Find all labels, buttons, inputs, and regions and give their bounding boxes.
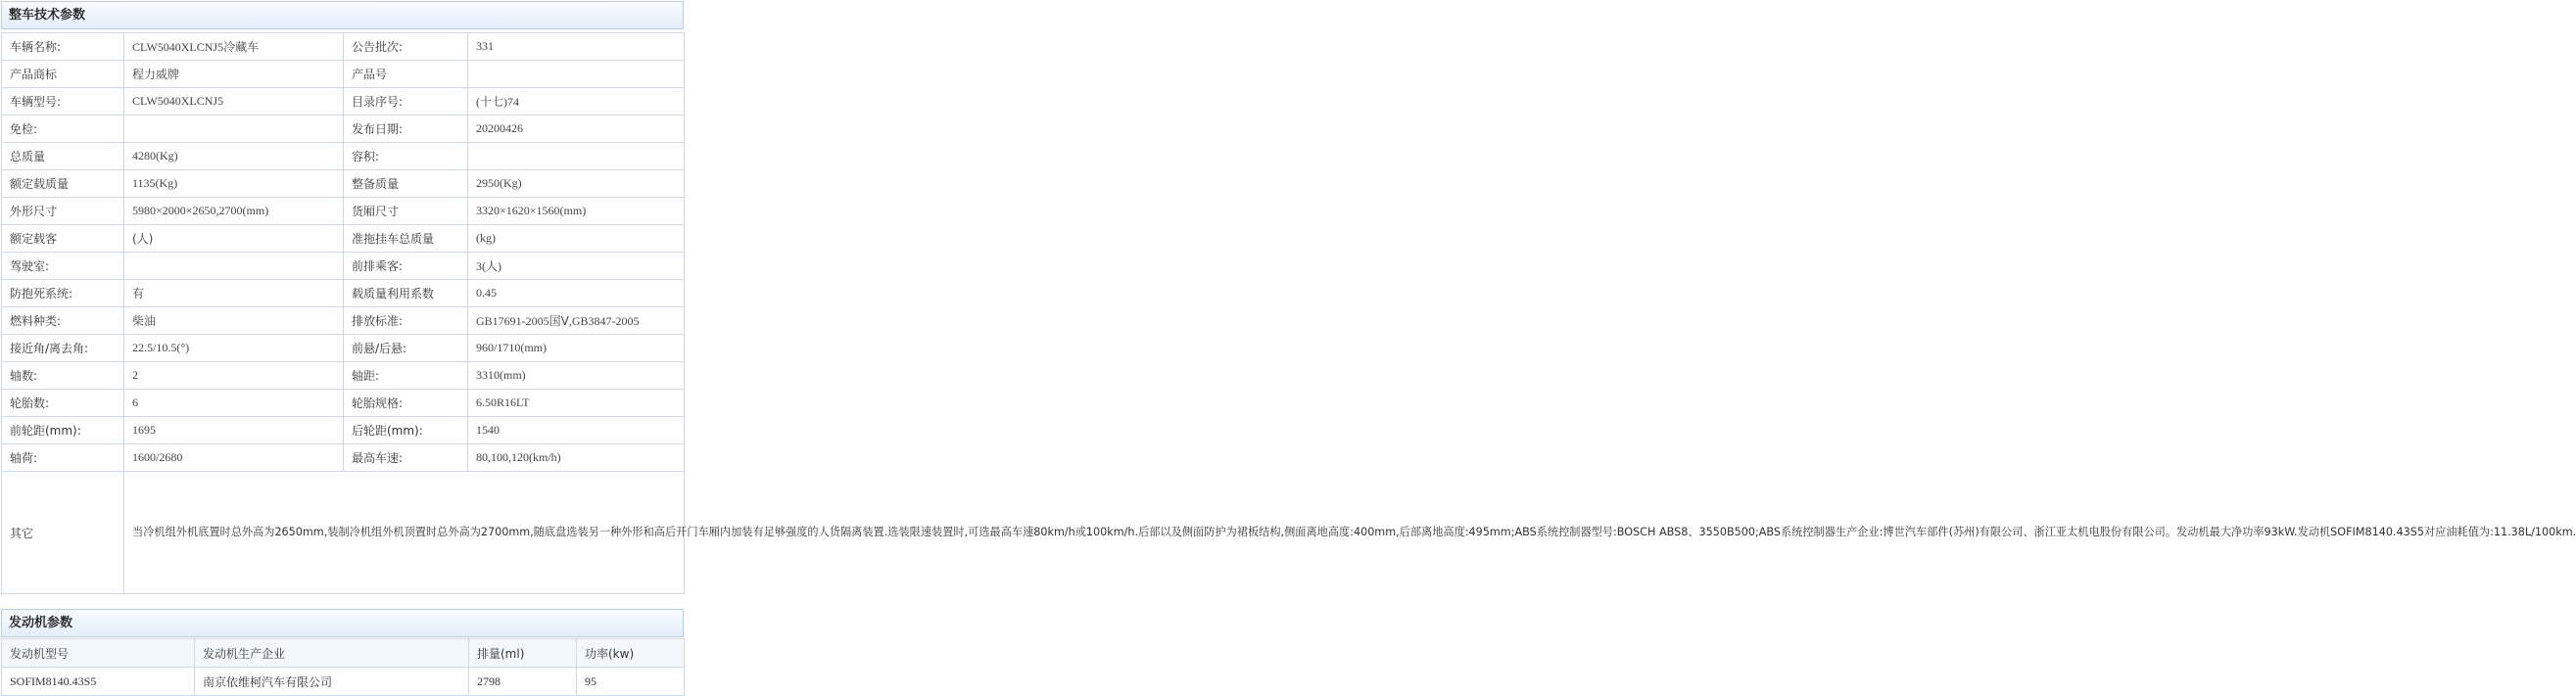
param-value (124, 116, 344, 143)
param-label: 准拖挂车总质量 (344, 225, 468, 253)
param-value: 331 (468, 33, 685, 61)
param-value: 3(人) (468, 253, 685, 280)
param-value: CLW5040XLCNJ5冷藏车 (124, 33, 344, 61)
param-value (468, 61, 685, 88)
other-description: 当冷机组外机底置时总外高为2650mm,装制冷机组外机顶置时总外高为2700mm,随底盘选装另一种外形和高后开门车厢内加装有足够强度的人货隔离装置.选装限速装置时,可选最高车速80km/h或100km/h.后部以及侧面防护为裙板结构,侧面离地高度:400mm,后部离地高度:495mm;ABS系统控制器型号:BOSCH ABS8、3550B500;ABS系统控制器生产企业:博世汽车部件(苏州)有限公司、浙江亚太机电股份有限公司。发动机最大净功率93kW.发动机SOFIM8140.43S5对应油耗值为:11.38L/100km. (124, 472, 685, 594)
param-label: 公告批次: (344, 33, 468, 61)
vehicle-params-table (1, 32, 2576, 594)
param-label: 免检: (2, 116, 124, 143)
param-row (2, 335, 685, 362)
param-value (468, 143, 685, 170)
param-value: (kg) (468, 225, 685, 253)
engine-power-header: 功率(kw) (577, 639, 685, 668)
param-row (2, 362, 685, 390)
param-value: 1540 (468, 417, 685, 444)
param-label: 最高车速: (344, 444, 468, 472)
other-label: 其它 (2, 472, 124, 594)
engine-maker-header: 发动机生产企业 (195, 639, 469, 668)
param-label: 容积: (344, 143, 468, 170)
other-row (2, 472, 685, 594)
param-value: 20200426 (468, 116, 685, 143)
param-value (124, 253, 344, 280)
param-row (2, 280, 685, 307)
param-value: GB17691-2005国Ⅴ,GB3847-2005 (468, 307, 685, 335)
vehicle-params-header: 整车技术参数 (1, 1, 684, 29)
param-row (2, 61, 685, 88)
param-label: 轴数: (2, 362, 124, 390)
param-label: 车辆型号: (2, 88, 124, 116)
param-label: 额定载质量 (2, 170, 124, 198)
param-row (2, 116, 685, 143)
param-value: (十七)74 (468, 88, 685, 116)
param-value: 6 (124, 390, 344, 417)
param-label: 前轮距(mm): (2, 417, 124, 444)
param-label: 整备质量 (344, 170, 468, 198)
param-value: 0.45 (468, 280, 685, 307)
engine-maker-value: 南京依维柯汽车有限公司 (195, 668, 469, 696)
param-label: 轮胎数: (2, 390, 124, 417)
param-row (2, 198, 685, 225)
param-label: 车辆名称: (2, 33, 124, 61)
param-row (2, 225, 685, 253)
engine-params-table (1, 638, 685, 696)
param-label: 防抱死系统: (2, 280, 124, 307)
param-value: 1135(Kg) (124, 170, 344, 198)
engine-displacement-header: 排量(ml) (469, 639, 577, 668)
param-value: (人) (124, 225, 344, 253)
param-label: 外形尺寸 (2, 198, 124, 225)
param-value: 6.50R16LT (468, 390, 685, 417)
param-row (2, 390, 685, 417)
engine-model-header: 发动机型号 (2, 639, 195, 668)
param-label: 总质量 (2, 143, 124, 170)
param-value: 22.5/10.5(°) (124, 335, 344, 362)
param-label: 接近角/离去角: (2, 335, 124, 362)
param-value: CLW5040XLCNJ5 (124, 88, 344, 116)
param-value: 柴油 (124, 307, 344, 335)
param-label: 前悬/后悬: (344, 335, 468, 362)
param-row (2, 444, 685, 472)
param-value: 1600/2680 (124, 444, 344, 472)
param-value: 960/1710(mm) (468, 335, 685, 362)
param-value: 程力威牌 (124, 61, 344, 88)
param-label: 载质量利用系数 (344, 280, 468, 307)
param-row (2, 88, 685, 116)
param-label: 轴距: (344, 362, 468, 390)
param-label: 额定载客 (2, 225, 124, 253)
engine-header-row (2, 639, 685, 668)
param-value: 2950(Kg) (468, 170, 685, 198)
param-label: 货厢尺寸 (344, 198, 468, 225)
param-label: 后轮距(mm): (344, 417, 468, 444)
engine-params-header: 发动机参数 (1, 609, 684, 637)
param-value: 4280(Kg) (124, 143, 344, 170)
param-row (2, 417, 685, 444)
engine-displacement-value: 2798 (469, 668, 577, 696)
param-label: 发布日期: (344, 116, 468, 143)
param-label: 排放标准: (344, 307, 468, 335)
param-row (2, 253, 685, 280)
param-label: 轮胎规格: (344, 390, 468, 417)
param-label: 轴荷: (2, 444, 124, 472)
param-value: 3320×1620×1560(mm) (468, 198, 685, 225)
param-value: 1695 (124, 417, 344, 444)
param-value: 5980×2000×2650,2700(mm) (124, 198, 344, 225)
param-row (2, 307, 685, 335)
param-value: 3310(mm) (468, 362, 685, 390)
param-value: 2 (124, 362, 344, 390)
param-label: 驾驶室: (2, 253, 124, 280)
param-row (2, 170, 685, 198)
engine-data-row (2, 668, 685, 696)
param-label: 前排乘客: (344, 253, 468, 280)
engine-model-value: SOFIM8140.43S5 (2, 668, 195, 696)
param-value: 有 (124, 280, 344, 307)
param-label: 燃料种类: (2, 307, 124, 335)
param-label: 产品商标 (2, 61, 124, 88)
param-label: 目录序号: (344, 88, 468, 116)
engine-power-value: 95 (577, 668, 685, 696)
param-label: 产品号 (344, 61, 468, 88)
param-value: 80,100,120(km/h) (468, 444, 685, 472)
param-row (2, 33, 685, 61)
param-row (2, 143, 685, 170)
